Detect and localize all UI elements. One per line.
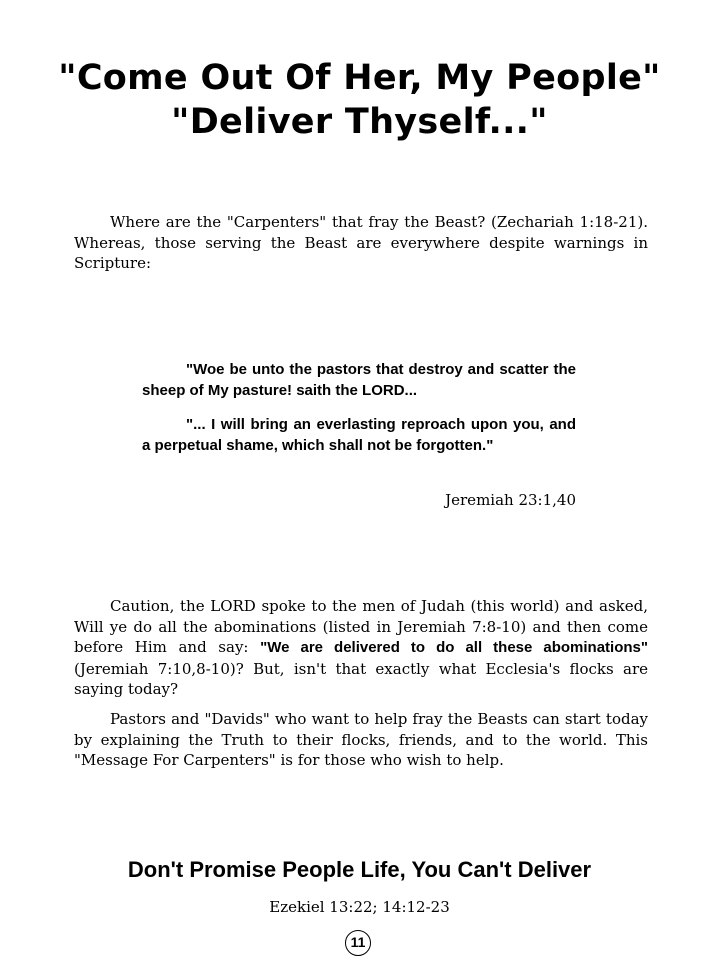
footer-heading: Don't Promise People Life, You Can't Deliver bbox=[127, 857, 592, 882]
body-paragraph-1-text-b: (Jeremiah 7:10,8-10)? But, isn't that exactly what Ecclesia's flocks are saying today? bbox=[74, 659, 648, 698]
body-paragraph-2: Pastors and "Davids" who want to help fray the Beasts can start today by explaining the Truth to their flocks, friends, and to the world. This "Message For Carpenters" is for those who wish to help. bbox=[74, 710, 648, 769]
quote-part-2: "... I will bring an everlasting reproach upon you, and a perpetual shame, which shall not be forgotten." bbox=[142, 416, 576, 454]
title-line-2: "Deliver Thyself..." bbox=[171, 102, 548, 142]
page-number: 11 bbox=[345, 930, 371, 956]
quote-reference: Jeremiah 23:1,40 bbox=[445, 491, 576, 509]
body-paragraph-1-text-a: Caution, the LORD spoke to the men of Judah (this world) and asked, Will ye do all the abominations (listed in Jeremiah 7:8-10) and then come before Him and say: bbox=[74, 597, 648, 656]
title-line-1: "Come Out Of Her, My People" bbox=[58, 58, 661, 98]
intro-paragraph: Where are the "Carpenters" that fray the Beast? (Zechariah 1:18-21). Whereas, those serving the Beast are everywhere despite warnings in Scripture: bbox=[74, 213, 648, 272]
body-paragraph-1 bbox=[74, 596, 648, 700]
footer-reference: Ezekiel 13:22; 14:12-23 bbox=[269, 898, 450, 916]
quote-part-1: "Woe be unto the pastors that destroy and scatter the sheep of My pasture! saith the LORD... bbox=[142, 361, 576, 399]
page-title bbox=[0, 56, 719, 144]
body-paragraph-1-bold-quote: "We are delivered to do all these abominations" bbox=[260, 639, 648, 656]
